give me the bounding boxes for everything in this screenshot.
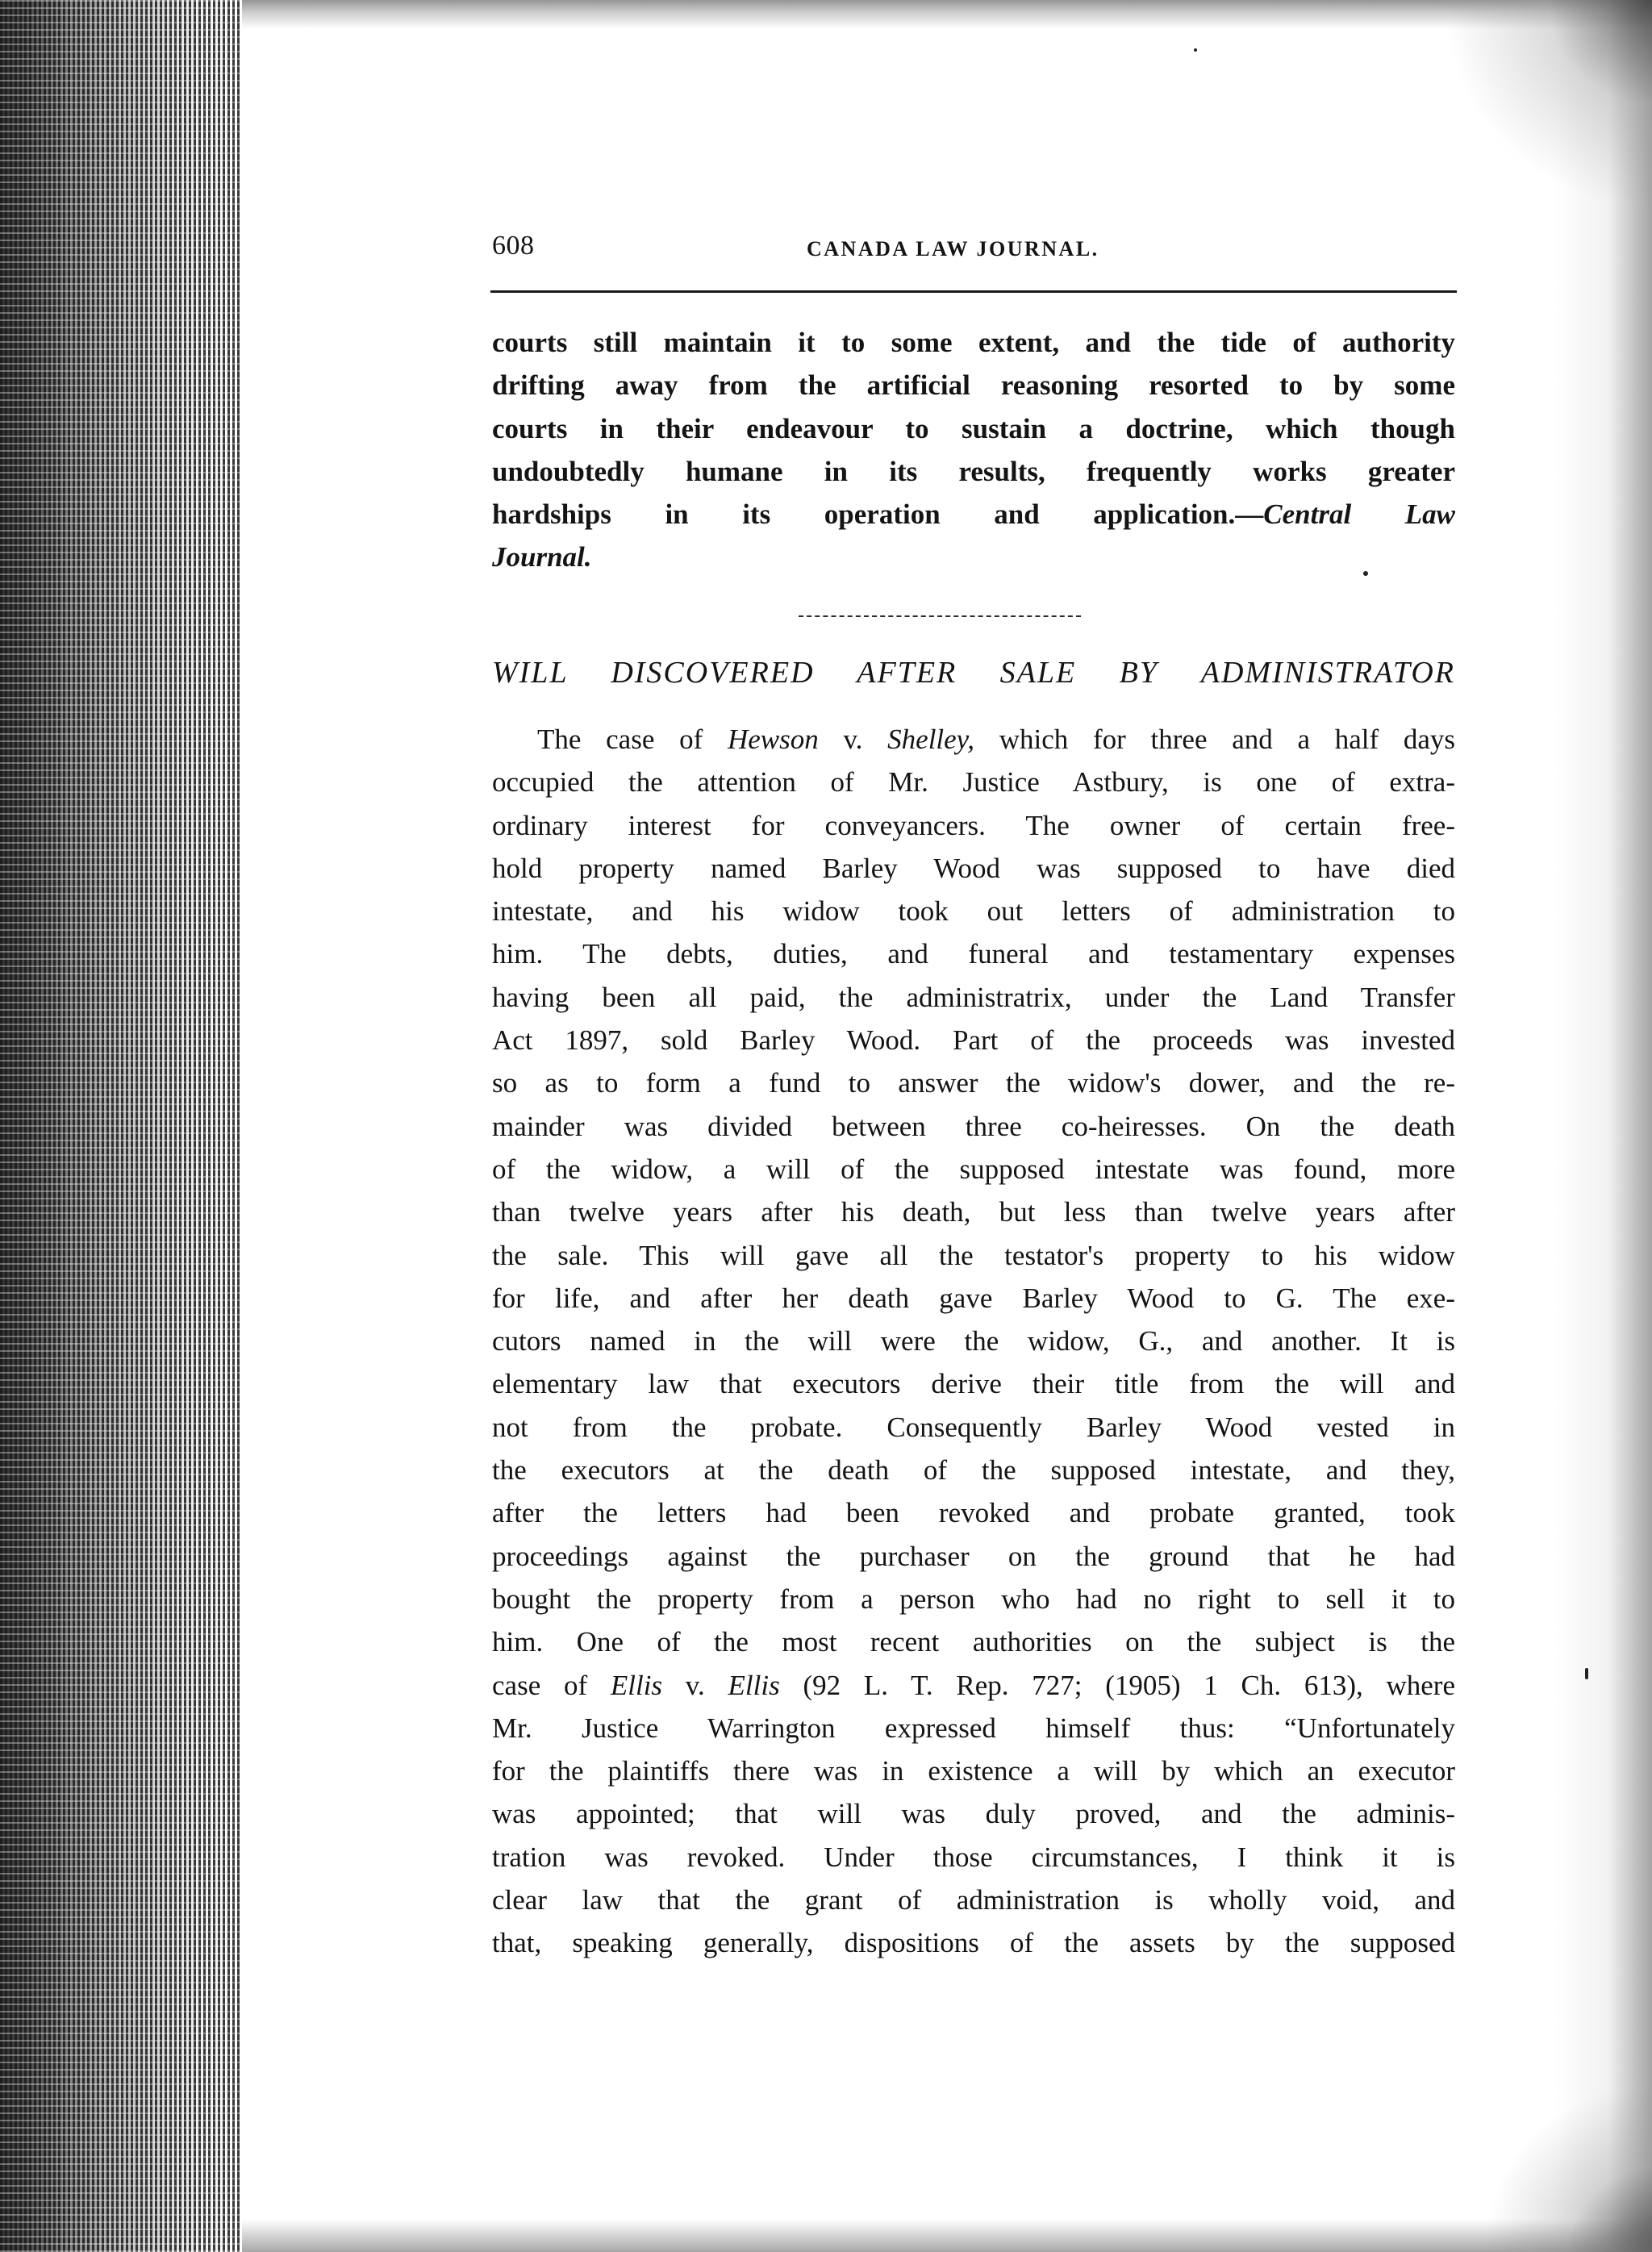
header-rule [490,290,1457,293]
text-line: was appointed; that will was duly proved, and the adminis- [492,1798,1455,1830]
text-line: that, speaking generally, dispositions of the assets by the supposed [492,1927,1455,1959]
text-line: tration was revoked. Under those circumstances, I think it is [492,1841,1455,1873]
text-line: hold property named Barley Wood was supposed to have died [492,852,1455,884]
running-title: CANADA LAW JOURNAL. [807,237,1099,261]
text-line: drifting away from the artificial reasoning resorted to by some [492,369,1455,402]
text-line: after the letters had been revoked and probate granted, took [492,1497,1455,1529]
text-line: undoubtedly humane in its results, frequently works greater [492,455,1455,487]
text-line: occupied the attention of Mr. Justice Astbury, is one of extra- [492,766,1455,799]
case-name: Ellis [610,1669,663,1701]
text-line [492,493,1455,536]
scan-speck [1194,48,1197,52]
text-fragment: case of [492,1669,611,1701]
text-line: courts in their endeavour to sustain a doctrine, which though [492,412,1455,444]
text-line: than twelve years after his death, but less than twelve years after [492,1196,1455,1228]
page-number: 608 [492,231,535,261]
scan-bottom-edge [242,2220,1652,2252]
text-fragment: which for three and a half days [974,724,1455,755]
main-paragraph [492,718,1455,1965]
scan-top-edge [242,0,1652,29]
text-line: the sale. This will gave all the testator's property to his widow [492,1239,1455,1271]
text-line: courts still maintain it to some extent, and the tide of authority [492,327,1455,358]
text-line: of the widow, a will of the supposed intestate was found, more [492,1153,1455,1185]
top-paragraph [492,321,1455,579]
text-line: him. One of the most recent authorities on the subject is the [492,1626,1455,1658]
section-title: WILL DISCOVERED AFTER SALE BY ADMINISTRATOR [492,656,1455,690]
text-line: intestate, and his widow took out letters of administration to [492,895,1455,928]
text-line: having been all paid, the administratrix, under the Land Transfer [492,981,1455,1013]
section-separator [799,615,1081,617]
scan-corner-top-right [1442,0,1652,210]
text-fragment: v. [662,1669,728,1701]
text-line: elementary law that executors derive their title from the will and [492,1368,1455,1400]
scan-right-edge [1555,0,1652,2252]
text-line: Mr. Justice Warrington expressed himself thus: “Unfortunately [492,1712,1455,1744]
text-line: for life, and after her death gave Barley Wood to G. The exe- [492,1282,1455,1314]
scan-speck [1585,1668,1588,1679]
case-name: Shelley, [887,724,975,755]
source-citation-continued: Journal. [492,541,592,573]
text-line [492,1664,1455,1707]
text-line: Act 1897, sold Barley Wood. Part of the proceeds was invested [492,1024,1455,1057]
text-line: proceedings against the purchaser on the ground that he had [492,1540,1455,1572]
text-fragment: The case of [537,724,728,755]
source-citation: Central Law [1263,498,1455,531]
text-line: mainder was divided between three co-heiresses. On the death [492,1110,1455,1142]
text-line: ordinary interest for conveyancers. The owner of certain free- [492,809,1455,841]
text-line: bought the property from a person who had no right to sell it to [492,1583,1455,1615]
scan-speck [1363,571,1368,576]
text-line [492,718,1455,761]
text-line: him. The debts, duties, and funeral and testamentary expenses [492,938,1455,970]
text-line: for the plaintiffs there was in existence a will by which an executor [492,1755,1455,1787]
text-line: the executors at the death of the supposed intestate, and they, [492,1454,1455,1487]
scan-left-speckle [0,0,242,2252]
text-line: not from the probate. Consequently Barley Wood vested in [492,1411,1455,1443]
text-line: clear law that the grant of administration is wholly void, and [492,1884,1455,1916]
text-fragment: v. [818,724,888,755]
case-name: Hewson [727,724,819,755]
case-name: Ellis [728,1669,780,1701]
text-line: cutors named in the will were the widow, G., and another. It is [492,1325,1455,1357]
text-fragment: hardships in its operation and application.— [492,498,1264,531]
text-line: so as to form a fund to answer the widow's dower, and the re- [492,1067,1455,1099]
text-fragment: (92 L. T. Rep. 727; (1905) 1 Ch. 613), where [779,1669,1455,1701]
